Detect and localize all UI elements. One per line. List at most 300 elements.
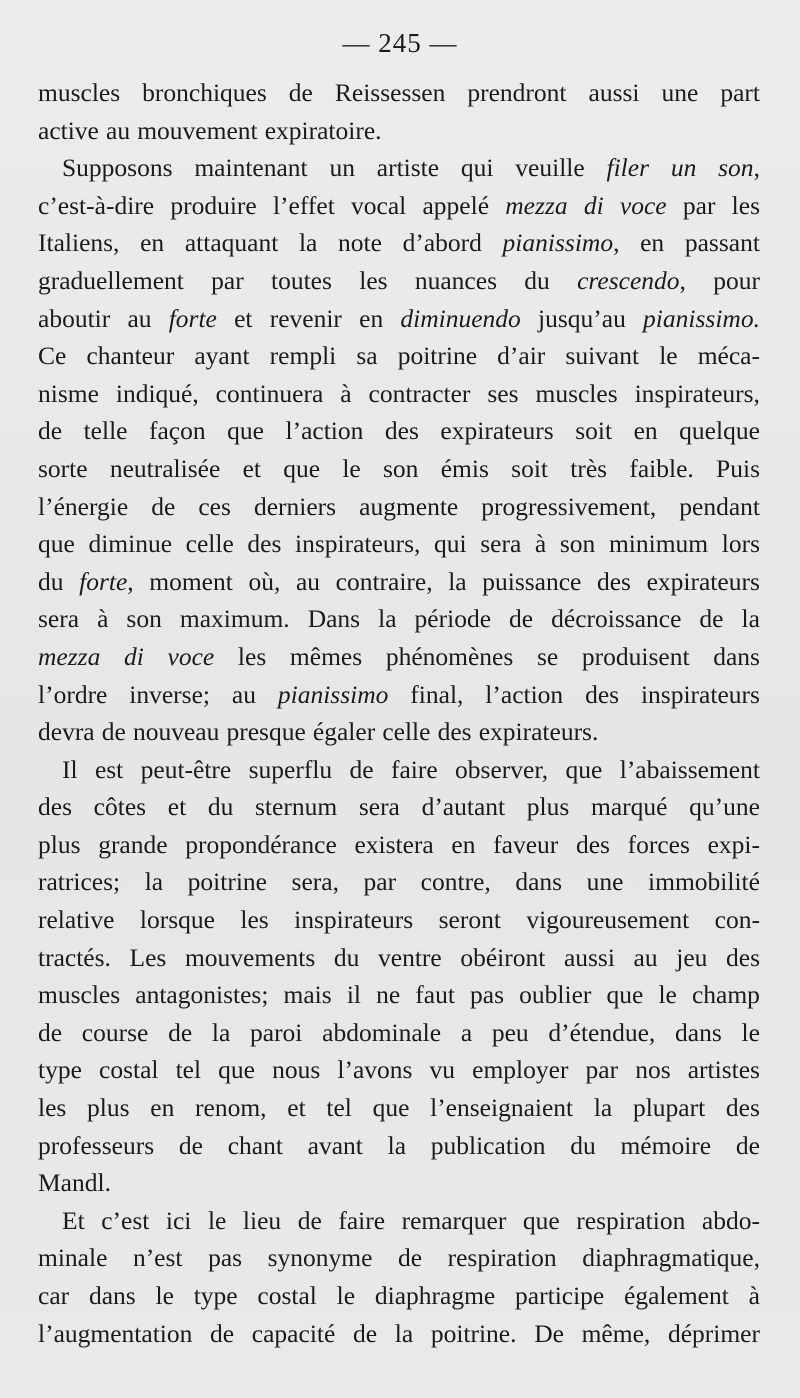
word: quelque <box>679 416 760 446</box>
word: aussi <box>588 78 640 107</box>
word: de <box>151 491 176 521</box>
word: que <box>38 529 75 559</box>
word: course <box>81 1017 149 1047</box>
word: avant <box>307 1130 363 1160</box>
word-group <box>718 149 760 187</box>
word: à <box>748 1281 760 1310</box>
word: son <box>126 604 162 634</box>
word: émis <box>440 453 489 483</box>
text-line <box>38 863 760 901</box>
word: que <box>606 980 644 1010</box>
italic-word: di <box>583 190 604 220</box>
italic-word: filer <box>606 153 649 183</box>
word: le <box>342 453 361 483</box>
word: revenir <box>269 303 342 333</box>
word: veuille <box>515 153 585 183</box>
word: telle <box>83 416 128 446</box>
word: de <box>210 1318 235 1348</box>
word: par <box>682 190 716 220</box>
word: sera <box>480 529 522 559</box>
word: artistes <box>687 1055 760 1085</box>
word: peut-être <box>140 754 232 784</box>
word: en <box>633 416 658 446</box>
word: sorte <box>38 453 88 483</box>
word: méca- <box>697 341 760 371</box>
word: plus <box>38 829 81 859</box>
word: publication <box>430 1130 546 1160</box>
word: capacité <box>251 1318 336 1348</box>
word: tel <box>175 1055 202 1085</box>
word: dans <box>88 1281 136 1310</box>
word: de <box>38 416 63 446</box>
word: égaler <box>312 717 376 747</box>
word: chant <box>227 1130 283 1160</box>
word: au <box>127 303 152 333</box>
word: poitrine <box>187 867 267 897</box>
word: inverse; <box>129 679 211 709</box>
word: lors <box>721 529 760 559</box>
word: pas <box>208 1243 243 1273</box>
word: qui <box>460 153 494 183</box>
word: des <box>384 416 419 446</box>
word: paroi <box>250 1017 303 1047</box>
text-line <box>38 1202 760 1240</box>
word: bronchiques <box>142 78 267 107</box>
word: Et <box>62 1205 85 1235</box>
word: Les <box>129 942 167 972</box>
word: la <box>378 604 397 634</box>
word: de <box>397 1243 423 1273</box>
text-line <box>38 450 760 488</box>
word: seront <box>438 905 501 935</box>
word-group <box>38 863 120 901</box>
word: inspirateurs <box>640 679 760 709</box>
word: nos <box>635 1055 671 1085</box>
italic-word: forte <box>168 303 217 333</box>
italic-word: pianissimo. <box>643 303 760 333</box>
word: , <box>127 566 134 596</box>
word: maintenant <box>194 153 308 183</box>
word: décroissance <box>551 604 682 634</box>
word: professeurs <box>38 1130 155 1160</box>
italic-word: forte <box>79 566 128 596</box>
word: de <box>699 604 724 634</box>
text-line <box>38 412 760 450</box>
italic-word: di <box>124 641 144 671</box>
word: pour <box>713 265 760 295</box>
word: l’enseignaient <box>430 1093 574 1123</box>
word: son <box>383 453 419 483</box>
word: presque <box>226 717 306 747</box>
word: poitrine. <box>430 1318 517 1348</box>
word: toutes <box>271 265 332 295</box>
word: d’étendue, <box>548 1017 656 1047</box>
word: d’autant <box>421 792 506 822</box>
word: c’est <box>101 1205 150 1235</box>
word: que <box>372 1093 410 1123</box>
text-line <box>38 638 760 676</box>
word: du <box>207 792 234 822</box>
word: période <box>414 604 492 634</box>
word: par <box>585 1055 619 1085</box>
word: de <box>38 1017 63 1047</box>
word: où, <box>248 566 281 596</box>
word: Italiens, <box>38 228 120 258</box>
word: contraire, <box>335 566 433 596</box>
word: minimum <box>608 529 709 559</box>
word: soit <box>511 453 548 483</box>
word: de <box>735 1130 760 1160</box>
word: diaphragme <box>374 1281 496 1310</box>
word: les <box>359 265 388 295</box>
word: expi- <box>707 829 760 859</box>
word: se <box>536 641 559 671</box>
word: ayant <box>194 341 250 371</box>
word: le <box>207 1205 227 1235</box>
word: des <box>725 1093 760 1123</box>
word: respiration <box>447 1243 557 1273</box>
word: au <box>231 679 256 709</box>
text-line <box>38 300 760 338</box>
word: ratrices <box>38 867 114 897</box>
word: diminue <box>88 529 173 559</box>
word: existera <box>354 829 434 859</box>
word: attaquant <box>184 228 279 258</box>
body-text <box>38 74 760 1352</box>
word: expiratoire. <box>264 115 382 145</box>
text-line <box>38 525 760 563</box>
word: qui <box>434 529 467 559</box>
word: jeu <box>676 942 708 972</box>
text-line <box>38 939 760 977</box>
word: le <box>336 1281 356 1310</box>
word: que <box>227 416 264 446</box>
word: oublier <box>519 980 592 1010</box>
word: d’abord <box>402 228 482 258</box>
word: champ <box>691 980 760 1010</box>
word: une <box>586 867 624 897</box>
word: le <box>155 1281 174 1310</box>
word: plus <box>526 792 570 822</box>
word: nouveau <box>132 717 220 747</box>
word: qu’une <box>689 792 760 822</box>
word: ici <box>165 1205 192 1235</box>
word: contracter <box>368 378 471 408</box>
word: type <box>38 1055 82 1085</box>
word: l’énergie <box>38 491 129 521</box>
word: Il <box>62 754 78 784</box>
text-line <box>38 1164 760 1202</box>
word: obéiront <box>460 942 546 972</box>
word: des <box>437 717 472 747</box>
word: par <box>211 265 244 295</box>
word: de <box>101 717 126 747</box>
word: puissance <box>482 566 582 596</box>
word: faire <box>390 754 438 784</box>
word: grande <box>98 829 168 859</box>
word: respiration <box>576 1205 686 1235</box>
word: abdo- <box>701 1205 760 1235</box>
word: et <box>167 792 187 822</box>
word: est <box>94 754 124 784</box>
word: les <box>731 190 760 220</box>
word: augmente <box>359 491 459 521</box>
word: , <box>679 265 686 295</box>
word: déprimer <box>667 1318 760 1348</box>
word: les <box>38 1093 67 1123</box>
word: à <box>534 529 547 559</box>
word: même, <box>581 1318 651 1348</box>
word: la <box>593 1093 613 1123</box>
word: ; <box>113 867 121 897</box>
word: sternum <box>255 792 338 822</box>
word: moment <box>149 566 233 596</box>
word: de <box>509 604 534 634</box>
text-line <box>38 600 760 638</box>
word: dans <box>713 641 760 671</box>
word: la <box>298 228 318 258</box>
word: peu <box>491 1017 529 1047</box>
word: dans <box>515 867 563 897</box>
word: antagonistes <box>135 980 262 1010</box>
word: nuances <box>414 265 497 295</box>
text-line <box>38 1127 760 1165</box>
word: soit <box>575 416 613 446</box>
word: c’est-à-dire <box>38 190 155 220</box>
text-line <box>38 1277 760 1315</box>
text-line <box>38 901 760 939</box>
word-group <box>79 563 134 601</box>
word: que <box>218 1055 255 1085</box>
word: mais <box>283 980 332 1010</box>
word: marqué <box>590 792 668 822</box>
word: en <box>359 303 384 333</box>
word: vu <box>429 1055 456 1085</box>
word: sa <box>356 341 378 371</box>
word: muscles <box>535 378 618 408</box>
italic-word: un <box>670 153 697 183</box>
word: tractés. <box>38 942 111 972</box>
word: du <box>524 265 550 295</box>
word: inspirateurs, <box>634 378 760 408</box>
word: plus <box>87 1093 130 1123</box>
word: minale <box>38 1243 108 1273</box>
word: sera <box>38 604 80 634</box>
word: participe <box>515 1281 605 1310</box>
word: contre, <box>420 867 491 897</box>
word: la <box>394 1318 414 1348</box>
word: de <box>297 1205 322 1235</box>
word: , <box>613 228 620 258</box>
word: le <box>658 980 677 1010</box>
word: faut <box>415 980 455 1010</box>
word: la <box>144 867 164 897</box>
word: passant <box>684 228 760 258</box>
word: en <box>640 228 665 258</box>
text-line <box>38 713 760 751</box>
text-line <box>38 751 760 789</box>
word: renom, <box>195 1093 267 1123</box>
word: que <box>283 453 321 483</box>
word: expirateurs <box>646 566 760 596</box>
word: ces <box>198 491 231 521</box>
word: type <box>193 1281 238 1310</box>
word: en <box>451 829 476 859</box>
word: artiste <box>376 153 440 183</box>
text-line <box>38 1014 760 1052</box>
word: observer, <box>455 754 549 784</box>
word: au <box>633 942 658 972</box>
italic-word: diminuendo <box>400 303 521 333</box>
text-line <box>38 1051 760 1089</box>
word: con- <box>714 905 760 935</box>
word: abdominale <box>322 1017 442 1047</box>
word: sera <box>358 792 400 822</box>
word: expirateurs <box>440 416 554 446</box>
word: part <box>720 78 760 107</box>
page-number: — 245 — <box>342 28 458 58</box>
word: vocal <box>351 190 407 220</box>
word: la <box>387 1130 407 1160</box>
word: ; <box>261 980 269 1010</box>
word: indiqué, <box>115 378 199 408</box>
word: la <box>211 1017 231 1047</box>
text-line <box>38 976 760 1014</box>
word: le <box>741 1017 760 1047</box>
word: du <box>333 942 360 972</box>
word: l’action <box>485 679 564 709</box>
word: faveur <box>493 829 559 859</box>
word: n’est <box>132 1243 183 1273</box>
word: vigoureusement <box>526 905 690 935</box>
word: remarquer <box>401 1205 507 1235</box>
word: superflu <box>248 754 333 784</box>
word: des <box>575 829 610 859</box>
italic-word: pianissimo <box>277 679 389 709</box>
word: lieu <box>242 1205 282 1235</box>
word: l’avons <box>337 1055 413 1085</box>
word: Supposons <box>62 153 173 183</box>
word: ne <box>376 980 401 1010</box>
word: du <box>38 566 64 596</box>
word: et <box>242 453 261 483</box>
word-group <box>577 262 686 300</box>
word: l’action <box>285 416 364 446</box>
word: un <box>329 153 355 183</box>
word: celle <box>185 529 234 559</box>
text-line <box>38 224 760 262</box>
word: inspirateurs, <box>295 529 421 559</box>
word: celle <box>382 717 431 747</box>
word: aboutir <box>38 303 111 333</box>
text-line <box>38 563 760 601</box>
word: neutralisée <box>109 453 221 483</box>
word: note <box>338 228 382 258</box>
word: costal <box>257 1281 317 1310</box>
word-group <box>503 224 620 262</box>
word: de <box>178 1130 203 1160</box>
word: De <box>534 1318 564 1348</box>
text-line <box>38 826 760 864</box>
word: Mandl. <box>38 1168 111 1198</box>
word: le <box>659 341 678 371</box>
word: nisme <box>38 378 99 408</box>
word: à <box>97 604 109 634</box>
word: Dans <box>307 604 361 634</box>
word: active <box>38 115 99 145</box>
word: également <box>624 1281 729 1310</box>
word: mouvements <box>184 942 316 972</box>
word: d’air <box>497 341 546 371</box>
text-line <box>38 112 760 150</box>
word: en <box>140 228 165 258</box>
word: ventre <box>378 942 442 972</box>
word: il <box>346 980 361 1010</box>
word: devra <box>38 717 95 747</box>
word: Ce <box>38 341 67 371</box>
text-line <box>38 337 760 375</box>
word: final, <box>410 679 464 709</box>
word: l’abaissement <box>619 754 760 784</box>
text-line <box>38 74 760 112</box>
word: la <box>741 604 760 634</box>
word: prendront <box>467 78 567 107</box>
word: continuera <box>215 378 324 408</box>
word: de <box>349 754 374 784</box>
word: les <box>237 641 267 671</box>
word: car <box>38 1281 70 1310</box>
word: rempli <box>269 341 337 371</box>
word: inspirateurs <box>294 905 414 935</box>
italic-word: crescendo <box>577 265 680 295</box>
word: faible. <box>629 453 694 483</box>
text-line <box>38 375 760 413</box>
word: l’ordre <box>38 679 108 709</box>
text-line <box>38 488 760 526</box>
word: nous <box>272 1055 321 1085</box>
word: poitrine <box>397 341 478 371</box>
text-line <box>38 788 760 826</box>
word: appelé <box>422 190 490 220</box>
word: suivant <box>565 341 640 371</box>
word: diaphragmatique, <box>582 1243 760 1273</box>
word: côtes <box>93 792 147 822</box>
word: immobilité <box>648 867 760 897</box>
word: des <box>585 679 620 709</box>
italic-word: voce <box>619 190 667 220</box>
word: aussi <box>563 942 615 972</box>
text-line <box>38 262 760 300</box>
word: des <box>596 566 631 596</box>
word: muscles <box>38 78 121 107</box>
word: des <box>247 529 282 559</box>
italic-word: mezza <box>38 641 101 671</box>
word: derniers <box>253 491 337 521</box>
word: la <box>448 566 467 596</box>
word: en <box>150 1093 175 1123</box>
italic-word: voce <box>167 641 215 671</box>
word: l’augmentation <box>38 1318 193 1348</box>
word: maximum. <box>179 604 290 634</box>
word: produisent <box>581 641 690 671</box>
word: propondérance <box>185 829 337 859</box>
word: par <box>363 867 397 897</box>
word: forces <box>627 829 690 859</box>
word: graduellement <box>38 265 184 295</box>
italic-word: pianissimo <box>502 228 614 258</box>
word: plupart <box>632 1093 706 1123</box>
text-line <box>38 187 760 225</box>
